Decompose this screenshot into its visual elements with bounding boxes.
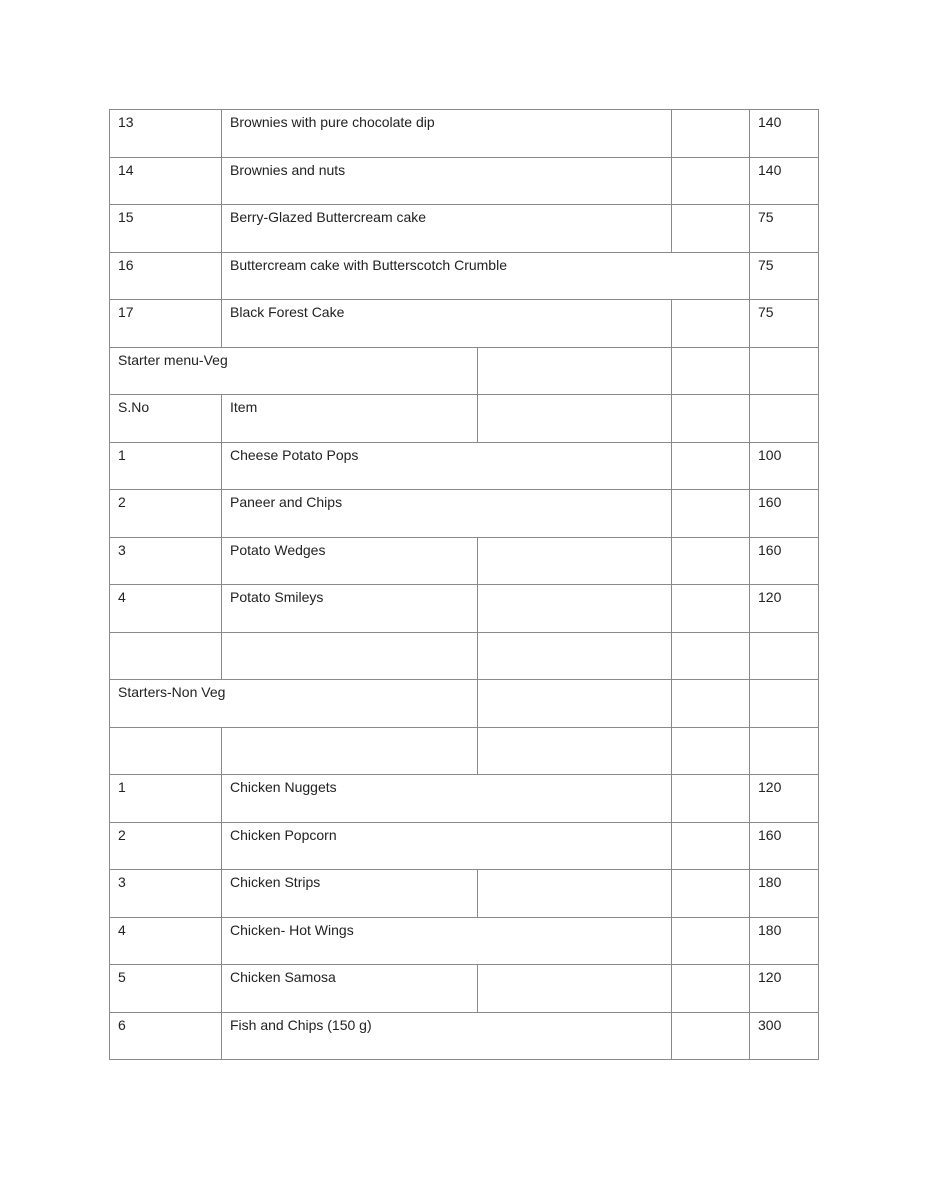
table-row	[110, 917, 819, 965]
empty-cell	[672, 347, 750, 395]
item-cell: Brownies and nuts	[222, 157, 672, 205]
price-cell: 180	[750, 870, 819, 918]
price-cell: 160	[750, 822, 819, 870]
column-header-sno: S.No	[110, 395, 222, 443]
empty-cell	[672, 537, 750, 585]
section-heading-veg: Starter menu-Veg	[110, 347, 478, 395]
empty-cell	[672, 110, 750, 158]
empty-cell	[478, 585, 672, 633]
empty-cell	[110, 727, 222, 775]
sno-cell: 2	[110, 822, 222, 870]
table-row	[110, 585, 819, 633]
empty-cell	[478, 727, 672, 775]
sno-cell: 1	[110, 775, 222, 823]
section-heading-row	[110, 680, 819, 728]
sno-cell: 13	[110, 110, 222, 158]
empty-cell	[222, 727, 478, 775]
table-row	[110, 870, 819, 918]
item-cell: Fish and Chips (150 g)	[222, 1012, 672, 1060]
empty-cell	[750, 632, 819, 680]
empty-row	[110, 727, 819, 775]
empty-cell	[672, 300, 750, 348]
empty-cell	[750, 347, 819, 395]
price-cell: 75	[750, 205, 819, 253]
sno-cell: 6	[110, 1012, 222, 1060]
item-cell: Buttercream cake with Butterscotch Crumble	[222, 252, 750, 300]
column-header-row	[110, 395, 819, 443]
item-cell: Chicken- Hot Wings	[222, 917, 672, 965]
column-header-item: Item	[222, 395, 478, 443]
empty-cell	[672, 157, 750, 205]
empty-cell	[750, 680, 819, 728]
empty-cell	[478, 395, 672, 443]
table-row	[110, 537, 819, 585]
price-cell: 300	[750, 1012, 819, 1060]
sno-cell: 3	[110, 537, 222, 585]
price-cell: 160	[750, 490, 819, 538]
table-row	[110, 822, 819, 870]
sno-cell: 3	[110, 870, 222, 918]
empty-cell	[672, 632, 750, 680]
item-cell: Black Forest Cake	[222, 300, 672, 348]
table-row	[110, 490, 819, 538]
price-cell: 75	[750, 300, 819, 348]
price-cell: 75	[750, 252, 819, 300]
sno-cell: 4	[110, 917, 222, 965]
empty-cell	[222, 632, 478, 680]
empty-cell	[478, 680, 672, 728]
empty-cell	[672, 395, 750, 443]
empty-cell	[750, 395, 819, 443]
menu-table	[109, 109, 819, 1060]
sno-cell: 1	[110, 442, 222, 490]
empty-cell	[672, 585, 750, 633]
item-cell: Paneer and Chips	[222, 490, 672, 538]
section-heading-nonveg: Starters-Non Veg	[110, 680, 478, 728]
table-row	[110, 157, 819, 205]
sno-cell: 2	[110, 490, 222, 538]
price-cell: 120	[750, 775, 819, 823]
price-cell: 120	[750, 585, 819, 633]
empty-cell	[478, 537, 672, 585]
table-row	[110, 110, 819, 158]
price-cell: 120	[750, 965, 819, 1013]
item-cell: Brownies with pure chocolate dip	[222, 110, 672, 158]
item-cell: Chicken Popcorn	[222, 822, 672, 870]
empty-cell	[672, 917, 750, 965]
sno-cell: 4	[110, 585, 222, 633]
empty-cell	[672, 870, 750, 918]
sno-cell: 16	[110, 252, 222, 300]
empty-cell	[672, 1012, 750, 1060]
empty-cell	[110, 632, 222, 680]
item-cell: Chicken Strips	[222, 870, 478, 918]
empty-cell	[672, 775, 750, 823]
item-cell: Berry-Glazed Buttercream cake	[222, 205, 672, 253]
price-cell: 160	[750, 537, 819, 585]
price-cell: 140	[750, 157, 819, 205]
item-cell: Chicken Samosa	[222, 965, 478, 1013]
empty-cell	[478, 870, 672, 918]
table-row	[110, 300, 819, 348]
price-cell: 140	[750, 110, 819, 158]
item-cell: Potato Smileys	[222, 585, 478, 633]
sno-cell: 5	[110, 965, 222, 1013]
empty-cell	[672, 822, 750, 870]
sno-cell: 17	[110, 300, 222, 348]
item-cell: Cheese Potato Pops	[222, 442, 672, 490]
item-cell: Potato Wedges	[222, 537, 478, 585]
table-row	[110, 442, 819, 490]
empty-cell	[672, 965, 750, 1013]
empty-cell	[672, 680, 750, 728]
empty-cell	[478, 632, 672, 680]
empty-cell	[672, 490, 750, 538]
section-heading-row	[110, 347, 819, 395]
sno-cell: 15	[110, 205, 222, 253]
empty-cell	[672, 727, 750, 775]
price-cell: 100	[750, 442, 819, 490]
sno-cell: 14	[110, 157, 222, 205]
empty-cell	[478, 965, 672, 1013]
table-row	[110, 775, 819, 823]
empty-cell	[672, 205, 750, 253]
table-row	[110, 252, 819, 300]
table-row	[110, 965, 819, 1013]
empty-row	[110, 632, 819, 680]
empty-cell	[478, 347, 672, 395]
table-row	[110, 1012, 819, 1060]
table-row	[110, 205, 819, 253]
price-cell: 180	[750, 917, 819, 965]
empty-cell	[750, 727, 819, 775]
item-cell: Chicken Nuggets	[222, 775, 672, 823]
empty-cell	[672, 442, 750, 490]
